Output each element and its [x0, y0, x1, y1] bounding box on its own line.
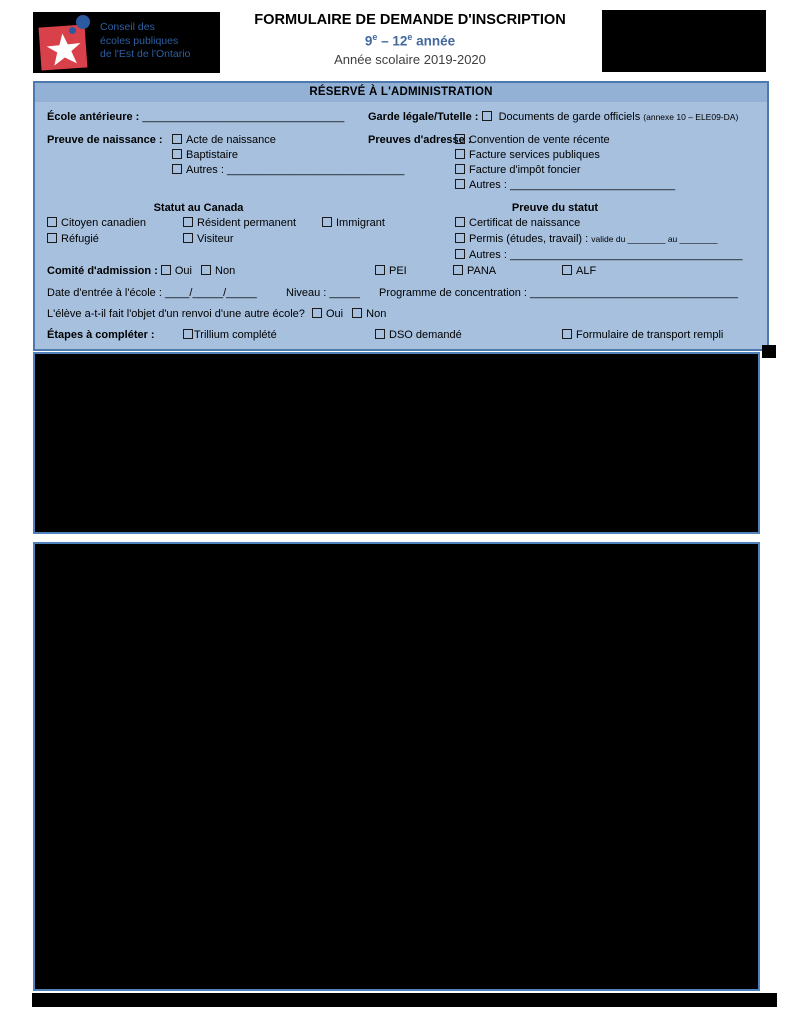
statut-visiteur: Visiteur	[183, 232, 233, 246]
etape-dso: DSO demandé	[375, 328, 462, 342]
admin-section-title: RÉSERVÉ À L'ADMINISTRATION	[35, 83, 767, 102]
statut-refugie: Réfugié	[47, 232, 99, 246]
preuve-autres: Autres : ______________________________________	[455, 248, 742, 262]
programme-field	[379, 286, 738, 300]
naissance-option-baptistaire: Baptistaire	[172, 148, 238, 162]
naissance-option-autres: Autres : _____________________________	[172, 163, 404, 177]
niveau-line: _____	[329, 287, 361, 299]
statut-resident: Résident permanent	[183, 216, 296, 230]
comite-admission-field: Comité d'admission : Oui Non	[47, 265, 236, 277]
etapes-label: Étapes à compléter :	[47, 329, 155, 341]
date-entree-field	[47, 286, 257, 300]
adresse-option-facture-impot: Facture d'impôt foncier	[455, 163, 581, 177]
preuve-certificat: Certificat de naissance	[455, 216, 580, 230]
checkbox-refugie[interactable]	[47, 233, 57, 243]
form-title: FORMULAIRE DE DEMANDE D'INSCRIPTION	[254, 12, 566, 28]
comite-label: Comité d'admission :	[47, 265, 158, 277]
form-header	[230, 12, 590, 67]
date-entree-label: Date d'entrée à l'école :	[47, 287, 162, 299]
programme-line: __________________________________	[530, 287, 739, 299]
checkbox-certificat-naissance[interactable]	[455, 217, 465, 227]
redacted-block-2	[33, 542, 760, 991]
checkbox-resident[interactable]	[183, 217, 193, 227]
checkbox-documents-garde[interactable]	[482, 111, 492, 121]
renvoi-field: L'élève a-t-il fait l'objet d'un renvoi d'une autre école? Oui Non	[47, 308, 387, 320]
logo-dot-icon	[69, 27, 76, 34]
logo-text-line: Conseil des	[100, 21, 155, 33]
checkbox-pana[interactable]	[453, 265, 463, 275]
school-year: Année scolaire 2019-2020	[334, 51, 486, 67]
garde-legale-label: Garde légale/Tutelle :	[368, 111, 479, 123]
checkbox-citoyen[interactable]	[47, 217, 57, 227]
redacted-footer-strip	[32, 993, 777, 1007]
checkbox-comite-non[interactable]	[201, 265, 211, 275]
adresse-option-facture-services: Facture services publiques	[455, 148, 600, 162]
checkbox-baptistaire[interactable]	[172, 149, 182, 159]
adresse-option-autres: Autres : ___________________________	[455, 178, 675, 192]
ecole-anterieure-label: École antérieure :	[47, 111, 140, 123]
option-pei: PEI	[375, 264, 407, 278]
preuves-adresse-label: Preuves d'adresse :	[368, 134, 472, 146]
checkbox-alf[interactable]	[562, 265, 572, 275]
statut-immigrant: Immigrant	[322, 216, 385, 230]
checkbox-naissance-autres[interactable]	[172, 164, 182, 174]
admin-section	[33, 81, 769, 351]
checkbox-pei[interactable]	[375, 265, 385, 275]
checkbox-permis[interactable]	[455, 233, 465, 243]
preuve-permis: Permis (études, travail) : valide du ________ au ________	[455, 232, 717, 246]
logo-org-name	[100, 21, 190, 62]
preuve-statut-header: Preuve du statut	[511, 202, 599, 214]
checkbox-convention-vente[interactable]	[455, 134, 465, 144]
checkbox-renvoi-oui[interactable]	[312, 308, 322, 318]
checkbox-facture-impot[interactable]	[455, 164, 465, 174]
redacted-header-block	[602, 10, 766, 72]
checkbox-dso[interactable]	[375, 329, 385, 339]
permis-validity-note: valide du ________ au ________	[591, 234, 718, 244]
checkbox-facture-services[interactable]	[455, 149, 465, 159]
option-alf: ALF	[562, 264, 596, 278]
etape-trillium: Trillium complété	[183, 328, 277, 342]
niveau-label: Niveau :	[286, 287, 327, 299]
checkbox-visiteur[interactable]	[183, 233, 193, 243]
checkbox-transport[interactable]	[562, 329, 572, 339]
checkbox-adresse-autres[interactable]	[455, 179, 465, 189]
checkbox-statut-autres[interactable]	[455, 249, 465, 259]
preuve-naissance-label: Preuve de naissance :	[47, 134, 163, 146]
renvoi-question: L'élève a-t-il fait l'objet d'un renvoi d'une autre école?	[47, 308, 305, 320]
logo-text-line: de l'Est de l'Ontario	[100, 48, 191, 60]
checkbox-trillium[interactable]	[183, 329, 193, 339]
redaction-artifact	[762, 345, 776, 358]
option-pana: PANA	[453, 264, 496, 278]
garde-legale-field	[368, 110, 738, 124]
programme-label: Programme de concentration :	[379, 287, 527, 299]
checkbox-immigrant[interactable]	[322, 217, 332, 227]
checkbox-acte-naissance[interactable]	[172, 134, 182, 144]
star-person-icon	[41, 27, 87, 70]
checkbox-comite-oui[interactable]	[161, 265, 171, 275]
ecole-anterieure-line: _________________________________	[142, 111, 345, 123]
logo-circle-icon	[76, 15, 90, 29]
grade-subtitle: 9e – 12e année	[364, 32, 456, 49]
niveau-field	[286, 286, 360, 300]
redacted-block-1	[33, 352, 760, 534]
adresse-option-convention: Convention de vente récente	[455, 133, 610, 147]
logo-block	[33, 12, 220, 73]
etape-transport: Formulaire de transport rempli	[562, 328, 723, 342]
checkbox-renvoi-non[interactable]	[352, 308, 362, 318]
ecole-anterieure-field	[47, 110, 344, 124]
cepeo-logo	[40, 18, 102, 70]
garde-option-label: Documents de garde officiels	[498, 111, 641, 123]
statut-canada-header: Statut au Canada	[153, 202, 244, 214]
statut-citoyen: Citoyen canadien	[47, 216, 146, 230]
garde-annex-note: (annexe 10 – ELE09-DA)	[643, 112, 739, 122]
naissance-option-acte: Acte de naissance	[172, 133, 276, 147]
logo-text-line: écoles publiques	[100, 34, 179, 47]
date-entree-line: ____/_____/_____	[164, 287, 257, 299]
